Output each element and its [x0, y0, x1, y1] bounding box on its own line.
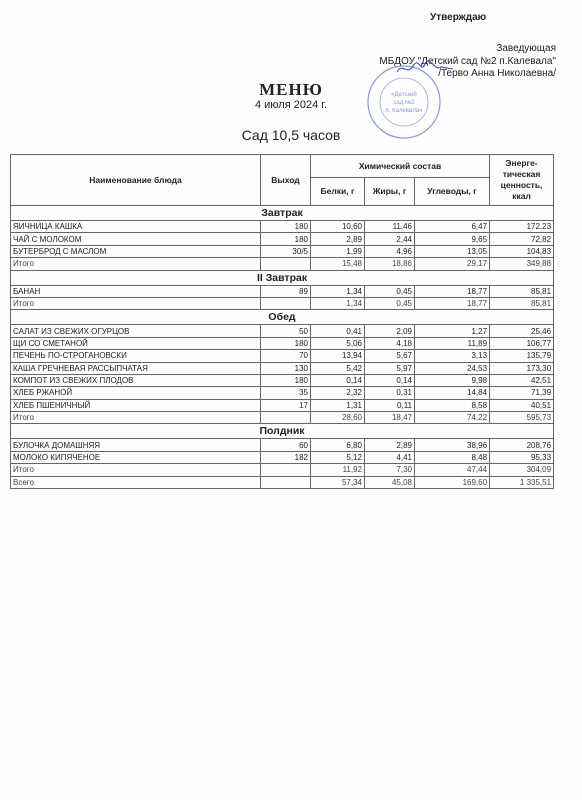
cell-energy: 595,73 [490, 412, 554, 424]
cell-energy: 85,81 [490, 285, 554, 297]
section-title: Завтрак [11, 206, 554, 221]
cell-dish: БУТЕРБРОД С МАСЛОМ [11, 245, 261, 257]
cell-energy: 104,83 [490, 245, 554, 257]
header-energy: Энерге-тическая ценность, ккал [490, 155, 554, 206]
cell-fat: 0,11 [365, 399, 415, 411]
cell-carbs: 14,84 [415, 387, 490, 399]
cell-energy: 40,51 [490, 399, 554, 411]
cell-fat: 2,44 [365, 233, 415, 245]
cell-protein: 13,94 [311, 350, 365, 362]
cell-portion [261, 476, 311, 488]
cell-portion: 182 [261, 451, 311, 463]
cell-fat: 45,08 [365, 476, 415, 488]
cell-protein: 28,60 [311, 412, 365, 424]
cell-protein: 1,34 [311, 285, 365, 297]
cell-dish: Итого [11, 297, 261, 309]
cell-portion: 130 [261, 362, 311, 374]
cell-portion: 180 [261, 233, 311, 245]
cell-dish: БАНАН [11, 285, 261, 297]
cell-protein: 5,06 [311, 337, 365, 349]
cell-protein: 57,34 [311, 476, 365, 488]
menu-title: МЕНЮ [259, 80, 323, 99]
cell-fat: 7,30 [365, 464, 415, 476]
section-header [11, 270, 554, 285]
section-total-row [11, 464, 554, 476]
cell-fat: 2,89 [365, 439, 415, 451]
svg-text:п. Калевала»: п. Калевала» [385, 108, 423, 114]
header-portion: Выход [261, 155, 311, 206]
cell-fat: 11,46 [365, 221, 415, 233]
cell-dish: ЧАЙ С МОЛОКОМ [11, 233, 261, 245]
cell-protein: 5,12 [311, 451, 365, 463]
cell-dish: ЯИЧНИЦА КАШКА [11, 221, 261, 233]
section-total-row [11, 258, 554, 270]
cell-energy: 173,30 [490, 362, 554, 374]
svg-text:сад №2: сад №2 [393, 100, 415, 106]
cell-portion [261, 412, 311, 424]
cell-dish: Всего [11, 476, 261, 488]
cell-dish: САЛАТ ИЗ СВЕЖИХ ОГУРЦОВ [11, 325, 261, 337]
cell-energy: 349,88 [490, 258, 554, 270]
section-header [11, 310, 554, 325]
cell-protein: 1,34 [311, 297, 365, 309]
cell-portion: 180 [261, 221, 311, 233]
menu-table [10, 154, 554, 489]
table-row [11, 451, 554, 463]
table-row [11, 325, 554, 337]
cell-energy: 85,81 [490, 297, 554, 309]
table-row [11, 387, 554, 399]
cell-carbs: 29,17 [415, 258, 490, 270]
cell-dish: ХЛЕБ ПШЕНИЧНЫЙ [11, 399, 261, 411]
cell-portion [261, 297, 311, 309]
cell-protein: 1,99 [311, 245, 365, 257]
cell-carbs: 18,77 [415, 285, 490, 297]
cell-dish: КАША ГРЕЧНЕВАЯ РАССЫПЧАТАЯ [11, 362, 261, 374]
cell-portion: 17 [261, 399, 311, 411]
signature [395, 58, 455, 80]
menu-date: 4 июля 2024 г. [254, 99, 327, 111]
menu-subtitle: Сад 10,5 часов [241, 127, 341, 143]
cell-protein: 5,42 [311, 362, 365, 374]
header-chem: Химический состав [311, 155, 490, 178]
cell-portion: 35 [261, 387, 311, 399]
header-dish: Наименование блюда [11, 155, 261, 206]
cell-protein: 2,32 [311, 387, 365, 399]
cell-dish: Итого [11, 464, 261, 476]
cell-energy: 172,23 [490, 221, 554, 233]
cell-protein: 2,89 [311, 233, 365, 245]
cell-energy: 71,39 [490, 387, 554, 399]
cell-portion: 70 [261, 350, 311, 362]
cell-fat: 18,86 [365, 258, 415, 270]
table-row [11, 374, 554, 386]
approval-label: Утверждаю [430, 12, 487, 23]
cell-energy: 72,82 [490, 233, 554, 245]
table-row [11, 362, 554, 374]
cell-fat: 18,47 [365, 412, 415, 424]
cell-dish: МОЛОКО КИПЯЧЕНОЕ [11, 451, 261, 463]
cell-dish: ПЕЧЕНЬ ПО-СТРОГАНОВСКИ [11, 350, 261, 362]
cell-fat: 0,45 [365, 285, 415, 297]
section-total-row [11, 297, 554, 309]
cell-dish: БУЛОЧКА ДОМАШНЯЯ [11, 439, 261, 451]
section-header [11, 206, 554, 221]
grand-total-row [11, 476, 554, 488]
approver-name: /Терво Анна Николаевна/ [438, 68, 556, 79]
table-row [11, 221, 554, 233]
cell-carbs: 11,89 [415, 337, 490, 349]
cell-portion: 30/5 [261, 245, 311, 257]
cell-carbs: 3,13 [415, 350, 490, 362]
cell-protein: 1,31 [311, 399, 365, 411]
table-row [11, 439, 554, 451]
approver-position: Заведующая [496, 43, 556, 54]
cell-portion: 50 [261, 325, 311, 337]
cell-dish: КОМПОТ ИЗ СВЕЖИХ ПЛОДОВ [11, 374, 261, 386]
cell-fat: 4,18 [365, 337, 415, 349]
cell-energy: 42,51 [490, 374, 554, 386]
section-total-row [11, 412, 554, 424]
organization-name: МБДОУ "Детский сад №2 п.Калевала" [379, 56, 556, 67]
cell-carbs: 38,96 [415, 439, 490, 451]
cell-carbs: 24,53 [415, 362, 490, 374]
cell-portion: 60 [261, 439, 311, 451]
cell-dish: ЩИ СО СМЕТАНОЙ [11, 337, 261, 349]
cell-dish: Итого [11, 412, 261, 424]
cell-carbs: 6,47 [415, 221, 490, 233]
table-row [11, 245, 554, 257]
cell-carbs: 8,48 [415, 451, 490, 463]
svg-text:«Детский: «Детский [391, 92, 417, 98]
cell-portion [261, 258, 311, 270]
cell-protein: 0,14 [311, 374, 365, 386]
cell-energy: 25,46 [490, 325, 554, 337]
section-header [11, 424, 554, 439]
cell-energy: 1 335,51 [490, 476, 554, 488]
cell-protein: 15,48 [311, 258, 365, 270]
table-row [11, 399, 554, 411]
cell-carbs: 9,65 [415, 233, 490, 245]
cell-fat: 0,14 [365, 374, 415, 386]
cell-carbs: 13,05 [415, 245, 490, 257]
cell-protein: 6,80 [311, 439, 365, 451]
cell-energy: 106,77 [490, 337, 554, 349]
cell-energy: 95,33 [490, 451, 554, 463]
cell-dish: ХЛЕБ РЖАНОЙ [11, 387, 261, 399]
cell-fat: 4,41 [365, 451, 415, 463]
cell-portion: 89 [261, 285, 311, 297]
cell-fat: 4,96 [365, 245, 415, 257]
table-row [11, 233, 554, 245]
cell-fat: 2,09 [365, 325, 415, 337]
cell-carbs: 169,60 [415, 476, 490, 488]
section-title: Полдник [11, 424, 554, 439]
cell-portion: 180 [261, 337, 311, 349]
cell-protein: 11,92 [311, 464, 365, 476]
table-row [11, 285, 554, 297]
cell-fat: 0,31 [365, 387, 415, 399]
cell-carbs: 74,22 [415, 412, 490, 424]
cell-carbs: 9,98 [415, 374, 490, 386]
header-fat: Жиры, г [365, 178, 415, 206]
cell-fat: 0,45 [365, 297, 415, 309]
cell-protein: 10,60 [311, 221, 365, 233]
cell-carbs: 47,44 [415, 464, 490, 476]
section-title: II Завтрак [11, 270, 554, 285]
section-title: Обед [11, 310, 554, 325]
header-protein: Белки, г [311, 178, 365, 206]
cell-fat: 5,67 [365, 350, 415, 362]
table-row [11, 350, 554, 362]
cell-fat: 5,97 [365, 362, 415, 374]
cell-energy: 135,79 [490, 350, 554, 362]
cell-portion: 180 [261, 374, 311, 386]
cell-dish: Итого [11, 258, 261, 270]
header-carbs: Углеводы, г [415, 178, 490, 206]
cell-portion [261, 464, 311, 476]
cell-energy: 304,09 [490, 464, 554, 476]
table-row [11, 337, 554, 349]
cell-protein: 0,41 [311, 325, 365, 337]
cell-carbs: 18,77 [415, 297, 490, 309]
cell-carbs: 8,58 [415, 399, 490, 411]
cell-energy: 208,76 [490, 439, 554, 451]
cell-carbs: 1,27 [415, 325, 490, 337]
